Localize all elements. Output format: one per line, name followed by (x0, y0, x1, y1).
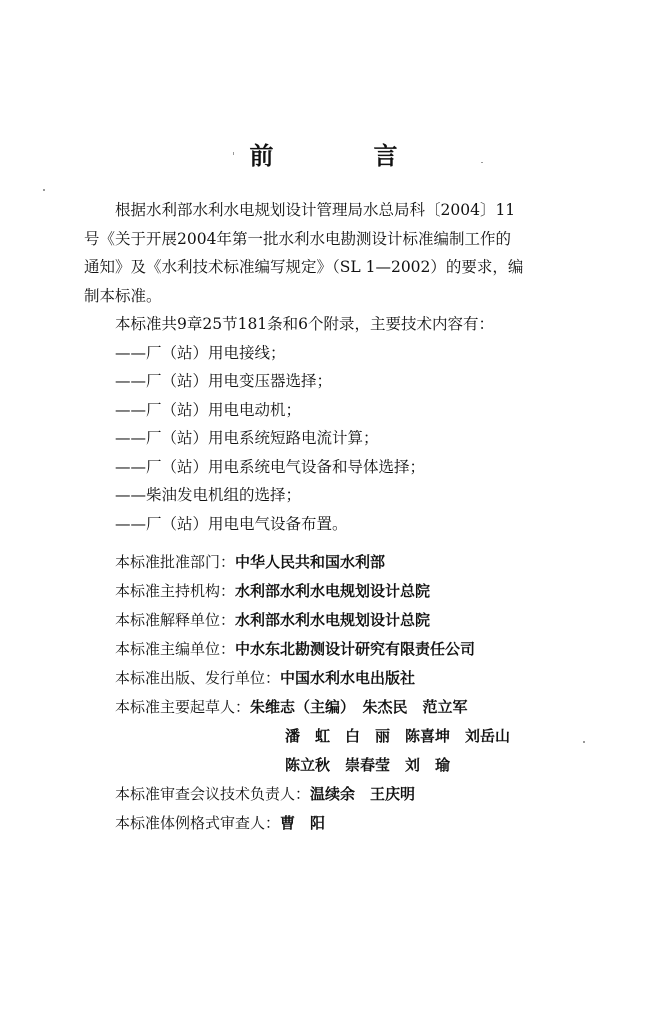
reviewers-label: 本标准审查会议技术负责人： (115, 785, 311, 803)
host-label: 本标准主持机构： (115, 582, 236, 600)
list-item: ——厂（站）用电电气设备布置。 (115, 514, 348, 533)
editor-label: 本标准主编单位： (115, 640, 236, 658)
list-item: ——厂（站）用电变压器选择； (115, 372, 333, 390)
foreword-body (84, 196, 612, 838)
reviewers-value: 温续余 王庆明 (310, 785, 416, 803)
interpreter-value: 水利部水利水电规划设计总院 (235, 611, 431, 629)
approver-label: 本标准批准部门： (115, 553, 236, 571)
format-reviewer-row (84, 809, 612, 838)
drafters-label: 本标准主要起草人： (115, 698, 251, 716)
list-item: ——厂（站）用电接线； (115, 343, 286, 362)
scan-speck (233, 152, 234, 155)
intro-line: 根据水利部水利水电规划设计管理局水总局科〔2004〕11 (115, 201, 516, 219)
drafters-names: 陈立秋 崇春莹 刘 瑜 (285, 756, 451, 774)
host-value: 水利部水利水电规划设计总院 (235, 582, 431, 600)
interpreter-row (84, 606, 612, 635)
drafters-block (84, 693, 612, 780)
page-title: 前 言 (249, 142, 436, 170)
list-item: ——柴油发电机组的选择； (115, 486, 302, 504)
intro-line: 制本标准。 (84, 286, 162, 305)
publisher-row (84, 664, 612, 693)
list-item: ——厂（站）用电系统电气设备和导体选择； (115, 457, 426, 476)
scan-speck (481, 162, 483, 163)
scan-speck (583, 741, 585, 743)
summary-paragraph: 本标准共9章25节181条和6个附录，主要技术内容有： (115, 315, 495, 333)
intro-line: 通知》及《水利技术标准编写规定》（SL 1—2002）的要求，编 (84, 258, 524, 276)
publisher-label: 本标准出版、发行单位： (115, 669, 281, 687)
interpreter-label: 本标准解释单位： (115, 611, 236, 629)
approver-value: 中华人民共和国水利部 (235, 553, 386, 571)
drafters-names: 朱维志（主编） 朱杰民 范立军 (250, 698, 468, 716)
editor-value: 中水东北勘测设计研究有限责任公司 (235, 640, 476, 658)
host-row (84, 577, 612, 606)
standard-info (84, 548, 612, 838)
editor-row (84, 635, 612, 664)
intro-paragraph (84, 196, 612, 310)
drafters-row (115, 693, 468, 722)
approver-row (84, 548, 612, 577)
contents-list (84, 339, 612, 539)
drafters-names: 潘 虹 白 丽 陈喜坤 刘岳山 (285, 727, 511, 745)
scan-speck (43, 189, 45, 191)
list-item: ——厂（站）用电系统短路电流计算； (115, 429, 379, 447)
reviewers-row (84, 780, 612, 809)
list-item: ——厂（站）用电电动机； (115, 400, 302, 419)
format-reviewer-value: 曹 阳 (280, 814, 326, 832)
format-reviewer-label: 本标准体例格式审查人： (115, 814, 281, 832)
publisher-value: 中国水利水电出版社 (280, 669, 416, 687)
intro-line: 号《关于开展2004年第一批水利水电勘测设计标准编制工作的 (84, 229, 511, 248)
